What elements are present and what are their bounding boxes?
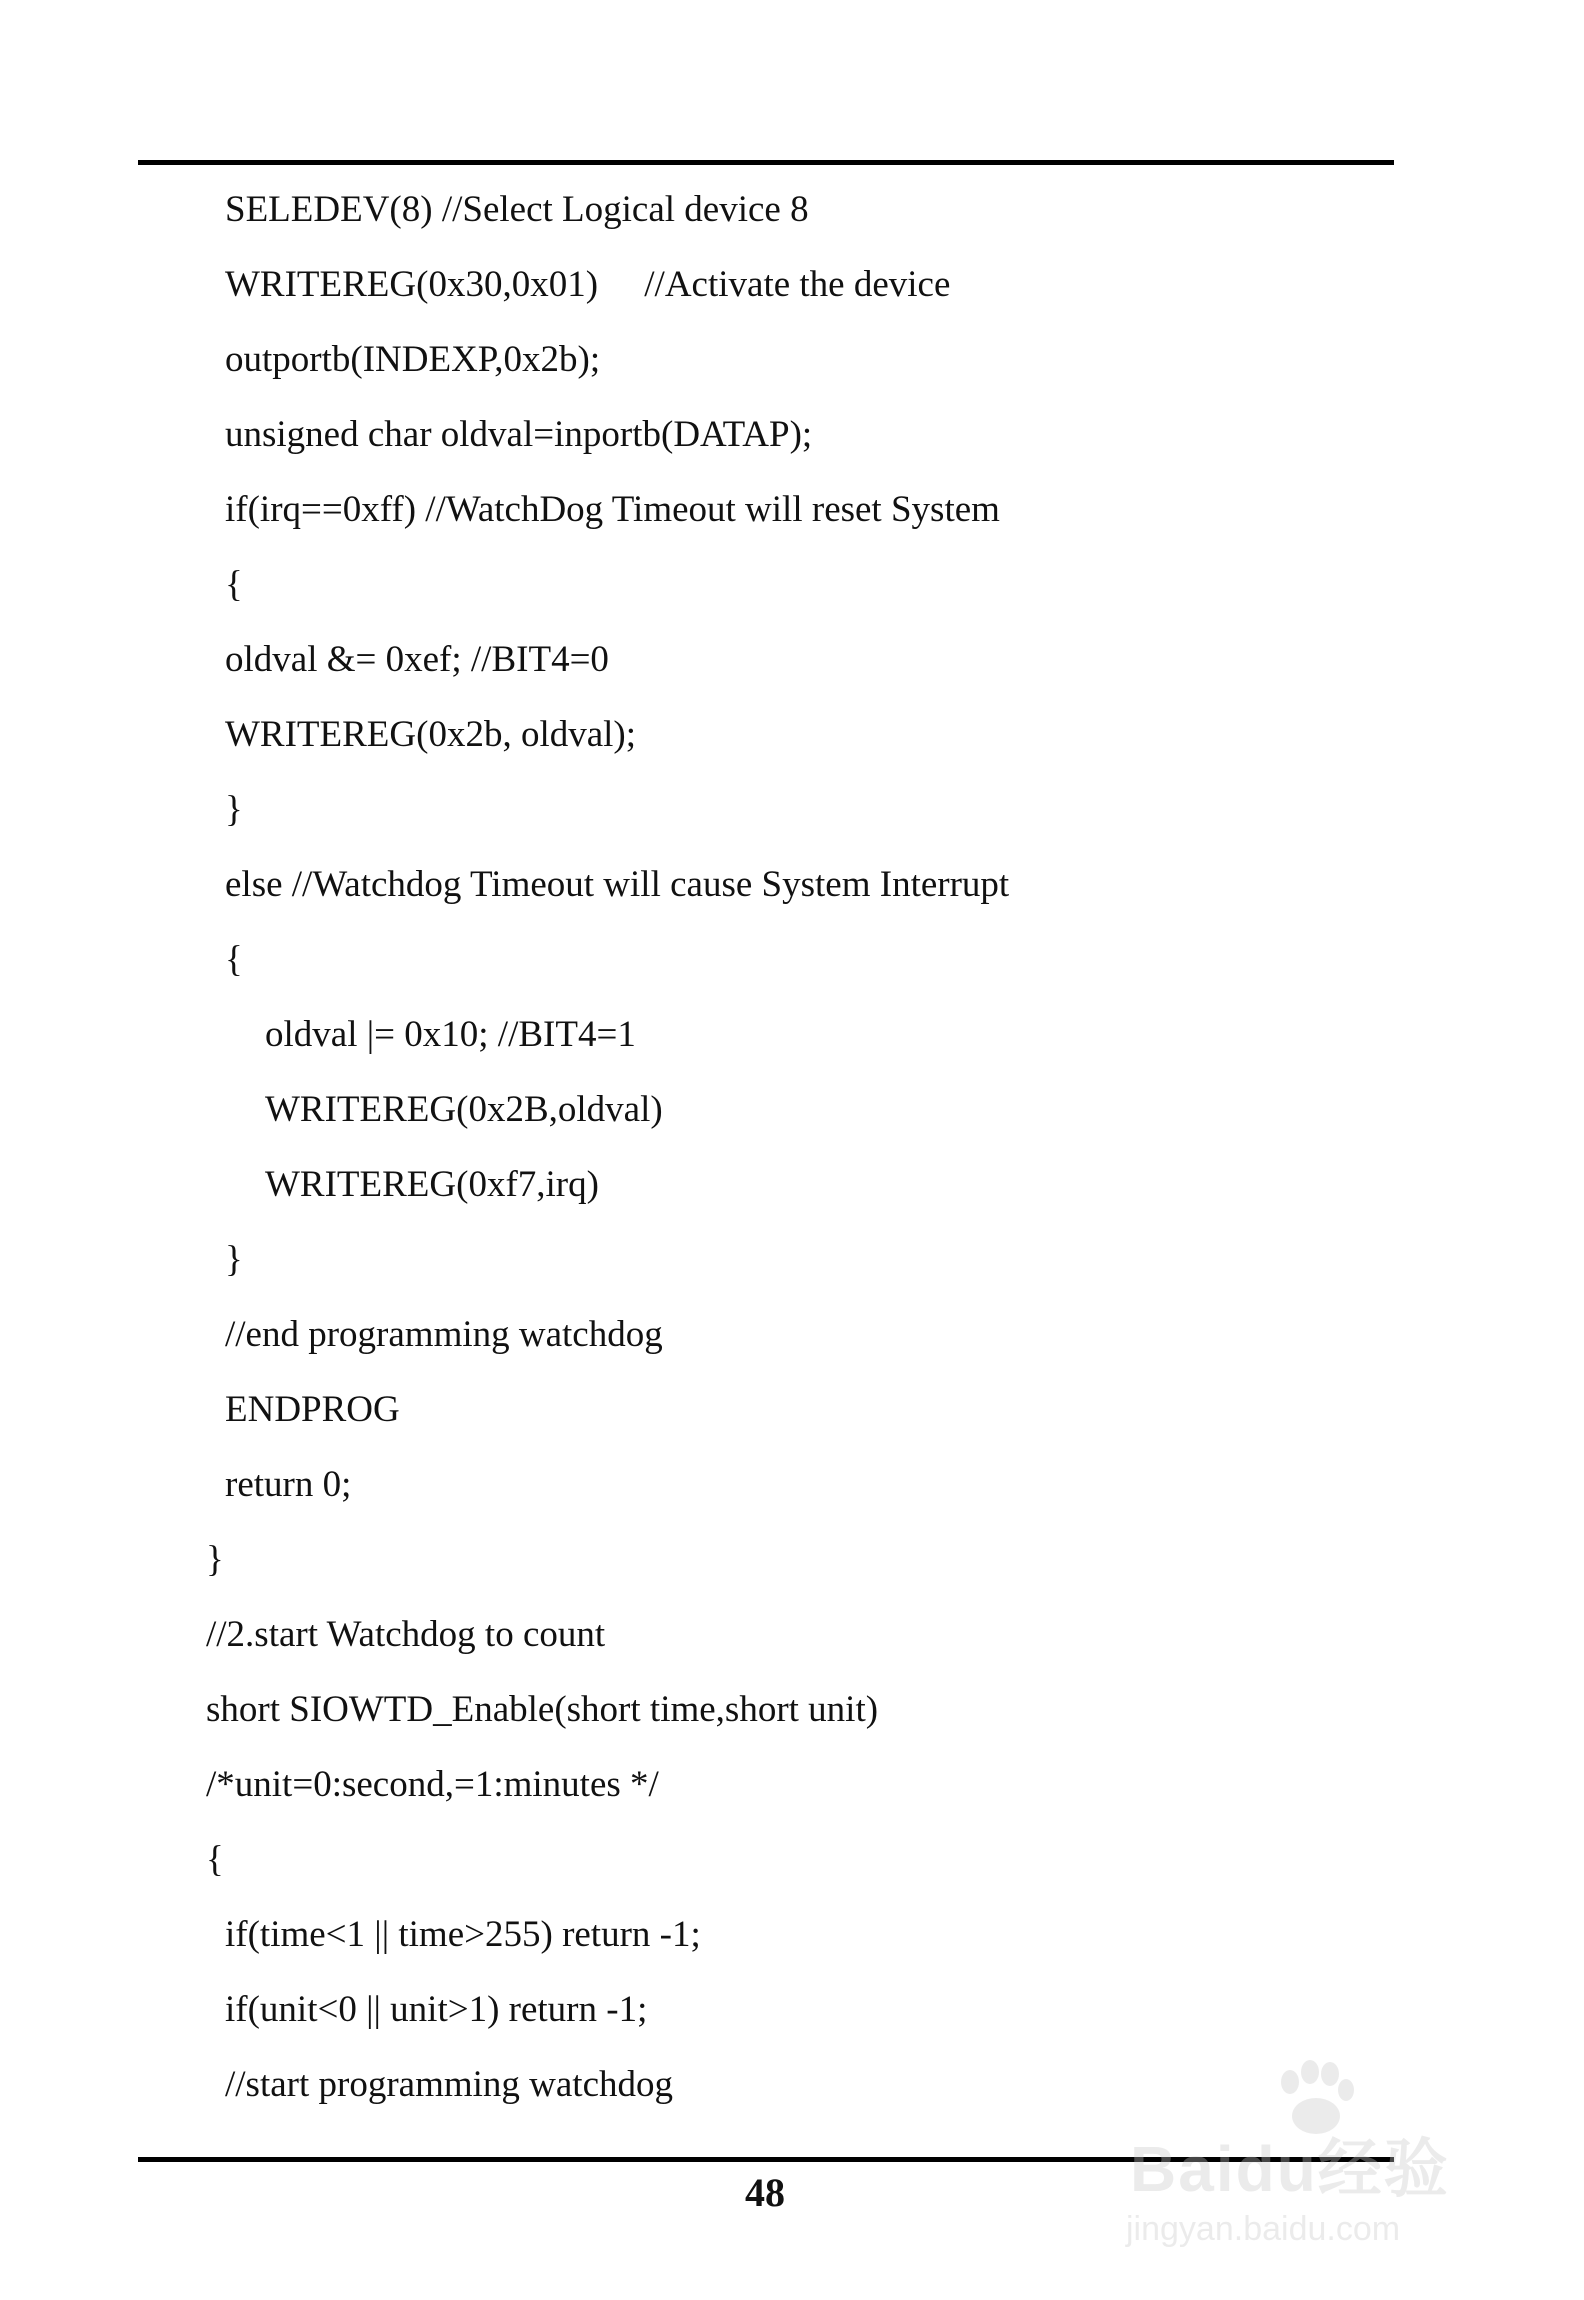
page-number: 48: [745, 2170, 785, 2215]
code-line: //end programming watchdog: [225, 1314, 663, 1355]
code-line: else //Watchdog Timeout will cause System Interrupt: [225, 864, 1010, 905]
watermark-logo-text: Baidu经验: [1130, 2133, 1450, 2205]
code-line: WRITEREG(0x30,0x01) //Activate the device: [225, 264, 951, 305]
code-line: ENDPROG: [225, 1389, 400, 1430]
code-line: {: [225, 564, 243, 605]
code-line: WRITEREG(0x2b, oldval);: [225, 714, 637, 755]
code-line: }: [225, 789, 243, 830]
code-line: if(unit<0 || unit>1) return -1;: [225, 1989, 648, 2030]
code-line: return 0;: [225, 1464, 352, 1505]
code-line: WRITEREG(0xf7,irq): [265, 1164, 599, 1205]
code-line: //2.start Watchdog to count: [206, 1614, 606, 1655]
code-line: {: [225, 939, 243, 980]
header-rule: [138, 160, 1394, 165]
watermark: [1120, 2060, 1500, 2270]
code-line: if(irq==0xff) //WatchDog Timeout will reset System: [225, 489, 1000, 530]
code-line: if(time<1 || time>255) return -1;: [225, 1914, 701, 1955]
code-line: }: [206, 1539, 224, 1580]
code-line: oldval &= 0xef; //BIT4=0: [225, 639, 609, 680]
code-line: }: [225, 1239, 243, 1280]
code-line: unsigned char oldval=inportb(DATAP);: [225, 414, 813, 455]
code-line: short SIOWTD_Enable(short time,short unit): [206, 1689, 879, 1730]
code-line: {: [206, 1839, 224, 1880]
watermark-url: jingyan.baidu.com: [1126, 2210, 1401, 2248]
code-line: /*unit=0:second,=1:minutes */: [206, 1764, 659, 1805]
code-line: outportb(INDEXP,0x2b);: [225, 339, 601, 380]
code-line: SELEDEV(8) //Select Logical device 8: [225, 189, 809, 230]
code-line: WRITEREG(0x2B,oldval): [265, 1089, 663, 1130]
code-line: oldval |= 0x10; //BIT4=1: [265, 1014, 636, 1055]
code-line: //start programming watchdog: [225, 2064, 674, 2105]
